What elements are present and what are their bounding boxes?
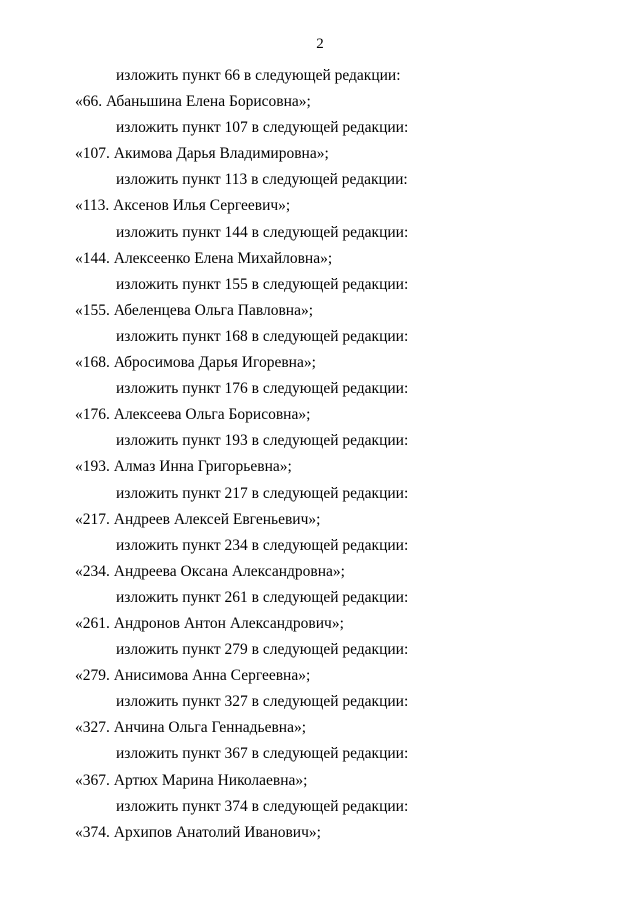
amendment-instruction: изложить пункт 234 в следующей редакции: xyxy=(116,536,409,554)
amendment-instruction: изложить пункт 327 в следующей редакции: xyxy=(116,693,409,711)
document-body xyxy=(0,63,640,846)
amendment-entry: «176. Алексеева Ольга Борисовна»; xyxy=(75,406,311,424)
page-number: 2 xyxy=(316,36,324,52)
amendment-entry: «144. Алексеенко Елена Михайловна»; xyxy=(75,249,333,267)
amendment-instruction: изложить пункт 367 в следующей редакции: xyxy=(116,745,409,763)
amendment-instruction: изложить пункт 279 в следующей редакции: xyxy=(116,641,409,659)
amendment-instruction: изложить пункт 144 в следующей редакции: xyxy=(116,223,409,241)
amendment-entry: «217. Андреев Алексей Евгеньевич»; xyxy=(75,510,321,528)
amendment-entry: «234. Андреева Оксана Александровна»; xyxy=(75,562,345,580)
amendment-instruction: изложить пункт 374 в следующей редакции: xyxy=(116,797,409,815)
amendment-instruction: изложить пункт 217 в следующей редакции: xyxy=(116,484,409,502)
amendment-entry: «279. Анисимова Анна Сергеевна»; xyxy=(75,667,311,685)
amendment-instruction: изложить пункт 176 в следующей редакции: xyxy=(116,380,409,398)
amendment-entry: «168. Абросимова Дарья Игоревна»; xyxy=(75,354,316,372)
amendment-entry: «113. Аксенов Илья Сергеевич»; xyxy=(75,197,291,215)
amendment-instruction: изложить пункт 66 в следующей редакции: xyxy=(116,67,401,84)
amendment-entry: «367. Артюх Марина Николаевна»; xyxy=(75,771,308,789)
amendment-entry: «107. Акимова Дарья Владимировна»; xyxy=(75,145,329,163)
amendment-entry: «374. Архипов Анатолий Иванович»; xyxy=(75,823,321,841)
amendment-instruction: изложить пункт 168 в следующей редакции: xyxy=(116,327,409,345)
amendment-instruction: изложить пункт 155 в следующей редакции: xyxy=(116,275,409,293)
amendment-entry: «261. Андронов Антон Александрович»; xyxy=(75,614,344,632)
amendment-entry: «66. Абаньшина Елена Борисовна»; xyxy=(75,93,311,111)
amendment-instruction: изложить пункт 193 в следующей редакции: xyxy=(116,432,409,450)
amendment-instruction: изложить пункт 113 в следующей редакции: xyxy=(116,171,408,189)
amendment-entry: «327. Анчина Ольга Геннадьевна»; xyxy=(75,719,307,737)
amendment-entry: «193. Алмаз Инна Григорьевна»; xyxy=(75,458,292,476)
amendment-instruction: изложить пункт 261 в следующей редакции: xyxy=(116,588,409,606)
amendment-entry: «155. Абеленцева Ольга Павловна»; xyxy=(75,301,314,319)
amendment-instruction: изложить пункт 107 в следующей редакции: xyxy=(116,119,409,137)
